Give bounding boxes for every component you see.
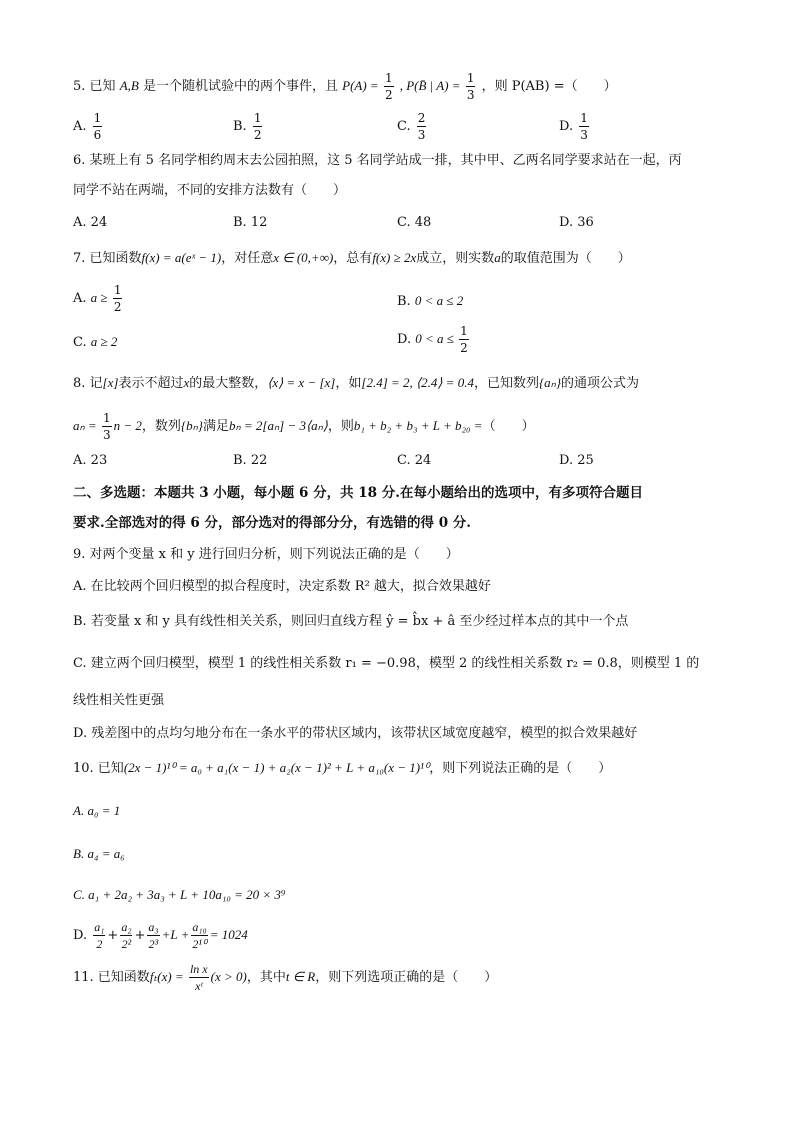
- section-heading-line1: 二、多选题：本题共 3 小题，每小题 6 分，共 18 分.在每小题给出的选项中，有多项符合题目: [73, 485, 643, 501]
- q11-stem: 11. 已知函数fₜ(x) = $\frac{\text{ln x}}{\text{xᵗ}}$ (x > 0)，其中t ∈ R，则下列选项正确的是（ ）: [73, 962, 498, 993]
- q9-option-b: B. 若变量 x 和 y 具有线性相关关系，则回归直线方程 ŷ = b̂x + â 至少经过样本点的其中一个点: [73, 614, 629, 629]
- q7-stem: 7. 已知函数f(x) = a(eˣ − 1)，对任意x ∈ (0,+∞)，总有f(x) ≥ 2x成立，则实数a的取值范围为（ ）: [73, 250, 631, 266]
- q9-option-d: D. 残差图中的点均匀地分布在一条水平的带状区域内，该带状区域宽度越窄，模型的拟合效果越好: [73, 726, 638, 741]
- q7-option-b: B. 0 < a ≤ 2: [397, 293, 464, 309]
- q8-option-a: A. 23: [73, 453, 108, 468]
- q7-option-c: C. a ≥ 2: [73, 334, 118, 350]
- q7-option-d: D. 0 < a ≤ $\frac{1}{2}$: [397, 324, 468, 355]
- q6-option-c: C. 48: [397, 215, 432, 230]
- q8-stem-line1: 8. 记[x]表示不超过x的最大整数，⟨x⟩ = x − [x]，如[2.4] = 2, ⟨2.4⟩ = 0.4，已知数列{aₙ}的通项公式为: [73, 375, 640, 391]
- q6-stem-line1: 6. 某班上有 5 名同学相约周末去公园拍照，这 5 名同学站成一排，其中甲、乙两名同学要求站在一起，丙: [73, 153, 682, 168]
- q8-option-c: C. 24: [397, 453, 432, 468]
- q10-option-c: C. a₁ + 2a₂ + 3a₃ + L + 10a₁₀ = 20 × 3⁹: [73, 887, 286, 902]
- q10-stem: 10. 已知(2x − 1)¹⁰ = a₀ + a₁(x − 1) + a₂(x − 1)² + L + a₁₀(x − 1)¹⁰，则下列说法正确的是（ ）: [73, 760, 612, 776]
- q8-stem-line2: aₙ = $\frac{1}{3}$ n − 2，数列{bₙ}满足bₙ = 2[aₙ] − 3⟨aₙ⟩，则b₁ + b₂ + b₃ + L + b₂₀ =（ ）: [73, 411, 535, 442]
- q8-option-d: D. 25: [559, 453, 594, 468]
- q10-option-b: B. a₄ = a₆: [73, 846, 125, 861]
- q5-option-b: B. $\frac{1}{2}$: [233, 111, 262, 142]
- q5-option-d: D. $\frac{1}{3}$: [559, 111, 588, 142]
- q10-option-d: D. $\frac{\text{a₁}}{2}$ + $\frac{\text{a₂}}{\text{2²}}$ + $\frac{\text{a₃}}{\text{2³}}$ +L + $\frac{\text{a₁₀}}{\text{2¹⁰}}$ = 1024: [73, 920, 248, 951]
- q9-option-c-line2: 线性相关性更强: [73, 693, 165, 708]
- q8-option-b: B. 22: [233, 453, 268, 468]
- q5-option-a: A. $\frac{1}{6}$: [73, 111, 102, 142]
- q6-option-a: A. 24: [73, 215, 108, 230]
- q6-stem-line2: 同学不站在两端，不同的安排方法数有（ ）: [73, 183, 347, 198]
- section-heading-line2: 要求.全部选对的得 6 分，部分选对的得部分分，有选错的得 0 分.: [73, 515, 471, 531]
- q6-option-b: B. 12: [233, 215, 268, 230]
- q9-option-c-line1: C. 建立两个回归模型，模型 1 的线性相关系数 r₁ = −0.98，模型 2 的线性相关系数 r₂ = 0.8，则模型 1 的: [73, 656, 700, 671]
- q5-option-c: C. $\frac{2}{3}$: [397, 111, 426, 142]
- q10-option-a: A. a₀ = 1: [73, 803, 121, 818]
- q7-option-a: A. a ≥ $\frac{1}{2}$: [73, 283, 122, 314]
- q9-option-a: A. 在比较两个回归模型的拟合程度时，决定系数 R² 越大，拟合效果越好: [73, 579, 491, 594]
- q6-option-d: D. 36: [559, 215, 594, 230]
- q5-stem: 5. 已知 A,B 是一个随机试验中的两个事件，且 P(A) = $\frac{1}{2}$ , P(B̄ | A) = $\frac{1}{3}$ ，则 P(AB) =（ ）: [73, 71, 617, 102]
- q9-stem: 9. 对两个变量 x 和 y 进行回归分析，则下列说法正确的是（ ）: [73, 547, 459, 562]
